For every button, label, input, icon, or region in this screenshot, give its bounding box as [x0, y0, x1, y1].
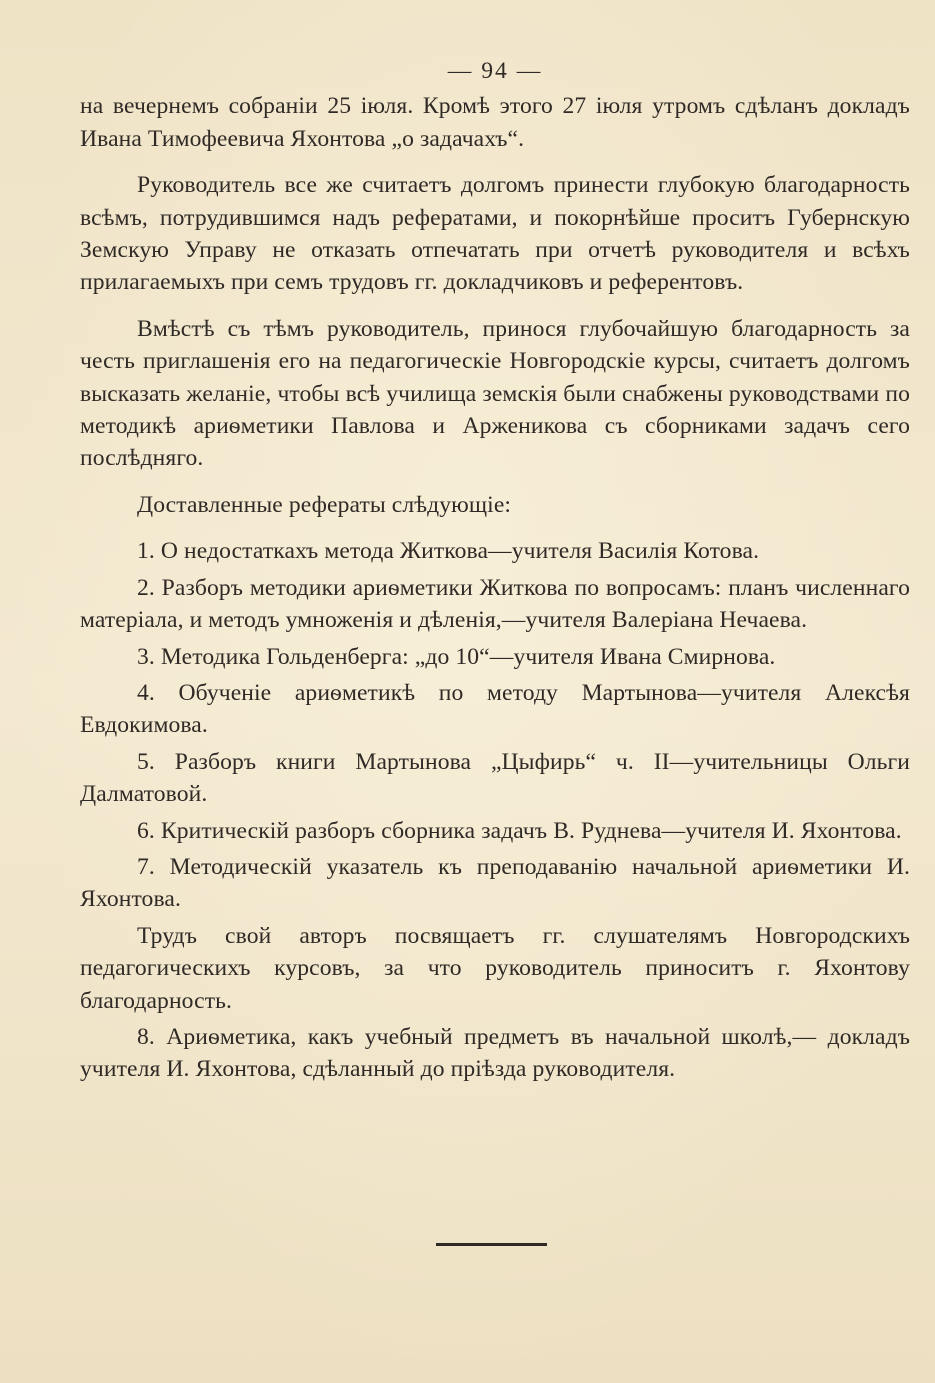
paragraph-gratitude: Руководитель все же считаетъ долгомъ принести глубокую благодарность всѣмъ, потрудившимся надъ рефератами, и покорнѣйше проситъ Губернскую Земскую Управу не отказать отпечатать при отчетѣ руководителя и всѣхъ прилагаемыхъ при семъ трудовъ гг. докладчиковъ и референтовъ.: [80, 172, 910, 296]
paragraph-list-intro: Доставленные рефераты слѣдующіе:: [137, 491, 512, 518]
end-rule: [436, 1243, 547, 1246]
list-note: Трудъ свой авторъ посвящаетъ гг. слушателямъ Новгородскихъ педагогическихъ курсовъ, за что руководитель приноситъ г. Яхонтову благодарность.: [80, 922, 910, 1014]
page-number: — 94 —: [447, 58, 543, 84]
list-item: 7. Методическій указатель къ преподаванію начальной ариѳметики И. Яхонтова.: [80, 853, 910, 913]
list-item: 1. О недостаткахъ метода Житкова—учителя Василія Котова.: [137, 538, 760, 565]
paragraph-wish: Вмѣстѣ съ тѣмъ руководитель, принося глубочайшую благодарность за честь приглашенія его на педагогическіе Новгородскіе курсы, считаетъ долгомъ высказать желаніе, чтобы всѣ училища земскія были снабжены руководствами по методикѣ ариѳметики Павлова и Арженикова съ сборниками задачъ сего послѣдняго.: [80, 315, 910, 472]
list-item: 4. Обученіе ариѳметикѣ по методу Мартынова—учителя Алексѣя Евдокимова.: [80, 679, 910, 739]
page-text: [80, 55, 910, 1086]
list-item: 5. Разборъ книги Мартынова „Цыфирь“ ч. II—учительницы Ольги Далматовой.: [80, 748, 910, 808]
list-item: 2. Разборъ методики ариѳметики Житкова по вопросамъ: планъ численнаго матеріала, и методъ умноженія и дѣленія,—учителя Валеріана Нечаева.: [80, 574, 910, 634]
list-item: 3. Методика Гольденберга: „до 10“—учителя Ивана Смирнова.: [137, 643, 776, 670]
list-item: 8. Ариѳметика, какъ учебный предметъ въ начальной школѣ,— докладъ учителя И. Яхонтова, сдѣланный до пріѣзда руководителя.: [80, 1023, 910, 1083]
paragraph-continuation: на вечернемъ собраніи 25 іюля. Кромѣ этого 27 іюля утромъ сдѣланъ докладъ Ивана Тимофеевича Яхонтова „о задачахъ“.: [80, 93, 910, 152]
list-item: 6. Критическій разборъ сборника задачъ В. Руднева—учителя И. Яхонтова.: [137, 817, 902, 844]
